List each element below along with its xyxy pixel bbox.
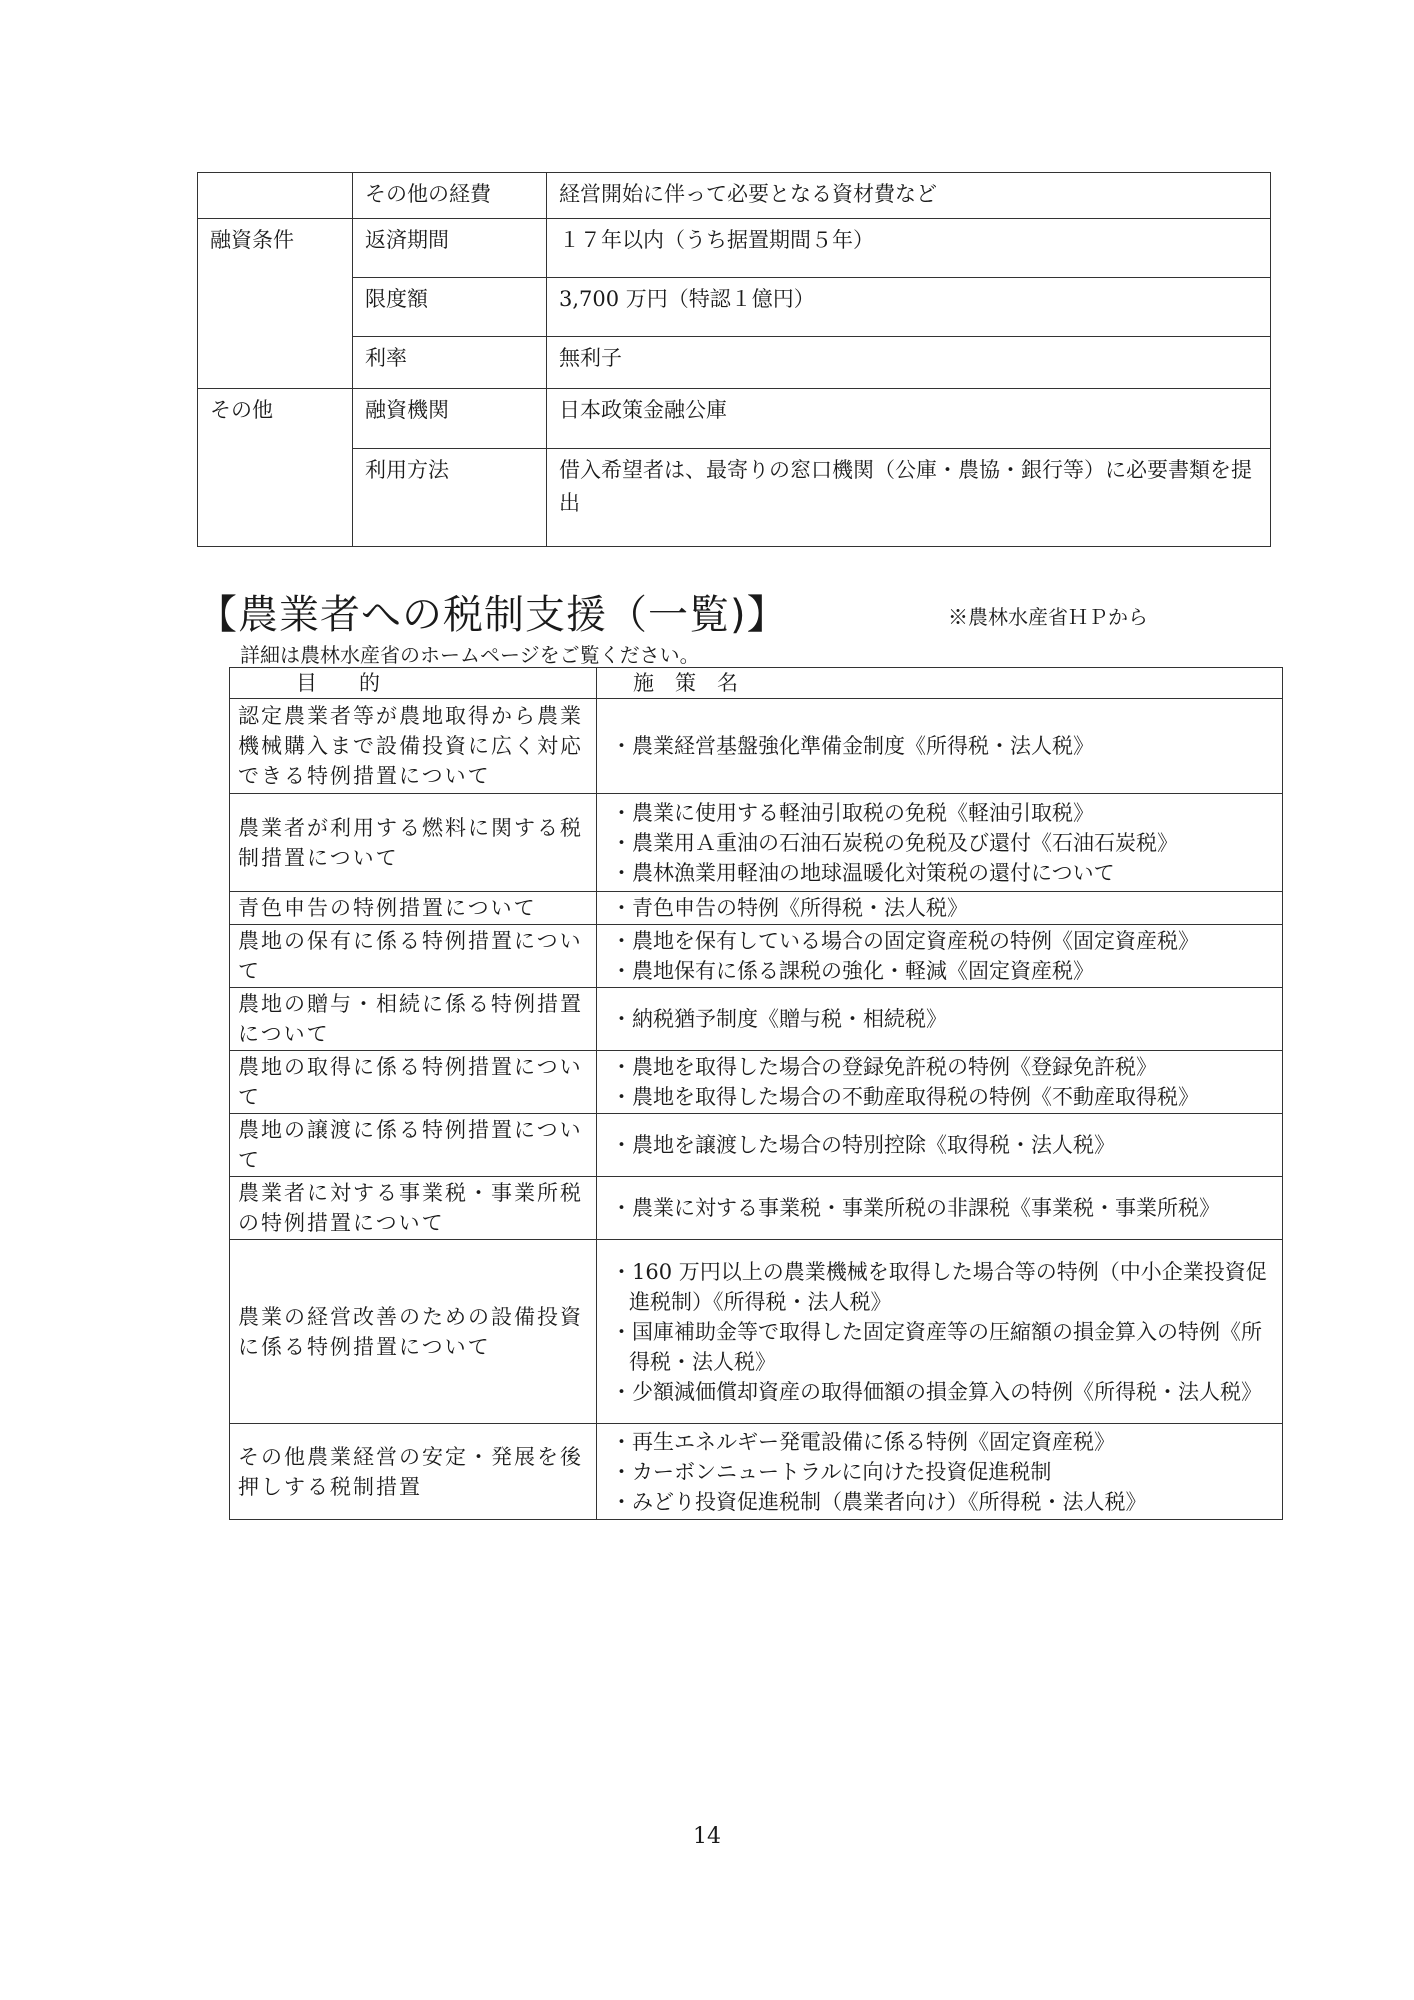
table-row: [230, 892, 1283, 925]
section-title: 【農業者への税制支援（一覧)】: [197, 592, 788, 638]
table-row: [198, 337, 1271, 389]
measure-item: ・農地を取得した場合の登録免許税の特例《登録免許税》: [611, 1055, 1157, 1079]
loan-detail-cell: 経営開始に伴って必要となる資材費など: [547, 173, 1271, 219]
table-row: [230, 1177, 1283, 1240]
table-row: [230, 794, 1283, 892]
measure-item: ・みどり投資促進税制（農業者向け）《所得税・法人税》: [611, 1489, 1147, 1514]
purpose-cell: 農地の贈与・相続に係る特例措置について: [230, 988, 597, 1051]
table-row: [230, 1051, 1283, 1114]
tax-measures-table: [229, 667, 1283, 1520]
loan-detail-cell: １７年以内（うち据置期間５年）: [547, 219, 1271, 278]
measure-header-label: 施 策 名: [633, 671, 738, 695]
measures-cell: [597, 1424, 1283, 1520]
table-header-row: [230, 668, 1283, 699]
measure-item: ・少額減価償却資産の取得価額の損金算入の特例《所得税・法人税》: [611, 1379, 1262, 1404]
measures-cell: [597, 699, 1283, 794]
purpose-cell: 農地の取得に係る特例措置について: [230, 1051, 597, 1114]
measures-cell: [597, 1240, 1283, 1424]
loan-detail-cell: 借入希望者は、最寄りの窓口機関（公庫・農協・銀行等）に必要書類を提出: [547, 449, 1271, 547]
purpose-cell: 農業者が利用する燃料に関する税制措置について: [230, 794, 597, 892]
measure-item: ・農林漁業用軽油の地球温暖化対策税の還付について: [611, 860, 1115, 885]
loan-detail-cell: 無利子: [547, 337, 1271, 389]
loan-category-cell: その他: [198, 389, 353, 547]
purpose-cell: 青色申告の特例措置について: [230, 892, 597, 925]
measures-cell: [597, 1177, 1283, 1240]
measure-header: [597, 668, 1283, 699]
measures-cell: [597, 794, 1283, 892]
measure-item: ・再生エネルギー発電設備に係る特例《固定資産税》: [611, 1429, 1115, 1454]
measure-item: ・農地を取得した場合の不動産取得税の特例《不動産取得税》: [611, 1085, 1199, 1109]
measure-item: ・160 万円以上の農業機械を取得した場合等の特例（中小企業投資促進税制）《所得税・法人税》: [611, 1259, 1267, 1314]
table-row: [198, 278, 1271, 337]
purpose-cell: その他農業経営の安定・発展を後押しする税制措置: [230, 1424, 597, 1520]
purpose-header-label: 目 的: [296, 671, 380, 695]
table-row: [230, 1424, 1283, 1520]
loan-item-cell: 融資機関: [353, 389, 547, 449]
purpose-header: [230, 668, 597, 699]
table-row: [198, 449, 1271, 547]
loan-category-cell: 融資条件: [198, 219, 353, 389]
intro-text: 詳細は農林水産省のホームページをご覧ください。: [240, 643, 700, 667]
table-row: [230, 988, 1283, 1051]
measures-cell: [597, 892, 1283, 925]
purpose-cell: 農業者に対する事業税・事業所税の特例措置について: [230, 1177, 597, 1240]
purpose-cell: 認定農業者等が農地取得から農業機械購入まで設備投資に広く対応できる特例措置について: [230, 699, 597, 794]
purpose-cell: 農業の経営改善のための設備投資に係る特例措置について: [230, 1240, 597, 1424]
measure-item: ・農業用Ａ重油の石油石炭税の免税及び還付《石油石炭税》: [611, 830, 1178, 855]
measures-cell: [597, 1051, 1283, 1114]
table-row: [230, 699, 1283, 794]
loan-detail-cell: 日本政策金融公庫: [547, 389, 1271, 449]
measure-item: ・農業に使用する軽油引取税の免税《軽油引取税》: [611, 800, 1094, 825]
loan-detail-cell: 3,700 万円（特認１億円）: [547, 278, 1271, 337]
table-row: [198, 389, 1271, 449]
purpose-cell: 農地の保有に係る特例措置について: [230, 925, 597, 988]
measure-item: ・農業経営基盤強化準備金制度《所得税・法人税》: [611, 734, 1094, 758]
table-row: [198, 219, 1271, 278]
measure-item: ・納税猶予制度《贈与税・相続税》: [611, 1007, 947, 1031]
loan-category-cell: [198, 173, 353, 219]
measure-item: ・農地を保有している場合の固定資産税の特例《固定資産税》: [611, 929, 1199, 953]
measure-item: ・農業に対する事業税・事業所税の非課税《事業税・事業所税》: [611, 1196, 1220, 1220]
measures-cell: [597, 1114, 1283, 1177]
loan-item-cell: 利率: [353, 337, 547, 389]
source-note: ※農林水産省ＨＰから: [948, 605, 1148, 629]
table-row: [230, 1240, 1283, 1424]
purpose-cell: 農地の譲渡に係る特例措置について: [230, 1114, 597, 1177]
measure-item: ・農地を譲渡した場合の特別控除《取得税・法人税》: [611, 1133, 1115, 1157]
measure-item: ・カーボンニュートラルに向けた投資促進税制: [611, 1459, 1052, 1484]
table-row: [230, 925, 1283, 988]
page-number: 14: [693, 1824, 721, 1849]
loan-item-cell: 限度額: [353, 278, 547, 337]
loan-item-cell: 利用方法: [353, 449, 547, 547]
table-row: [230, 1114, 1283, 1177]
measures-cell: [597, 988, 1283, 1051]
measure-item: ・青色申告の特例《所得税・法人税》: [611, 896, 968, 920]
measure-item: ・農地保有に係る課税の強化・軽減《固定資産税》: [611, 959, 1094, 983]
measure-item: ・国庫補助金等で取得した固定資産等の圧縮額の損金算入の特例《所得税・法人税》: [611, 1319, 1262, 1374]
loan-item-cell: その他の経費: [353, 173, 547, 219]
loan-item-cell: 返済期間: [353, 219, 547, 278]
loan-conditions-table: [197, 172, 1271, 547]
table-row: [198, 173, 1271, 219]
measures-cell: [597, 925, 1283, 988]
